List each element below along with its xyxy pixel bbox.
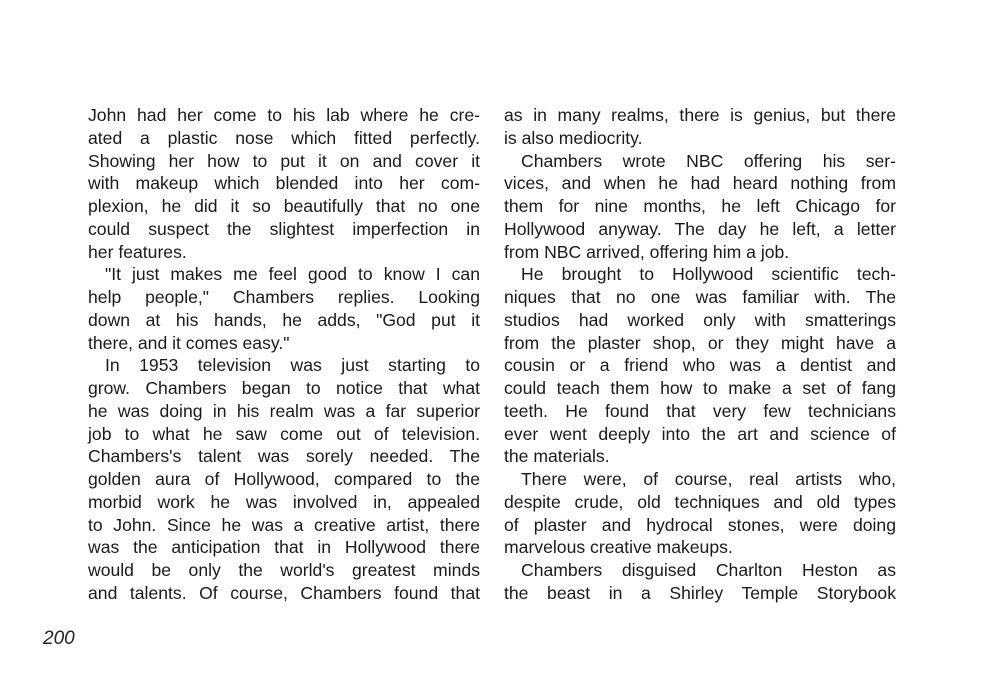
text-line: "It just makes me feel good to know I can: [105, 264, 480, 285]
text-line: as in many realms, there is genius, but there: [504, 105, 896, 125]
text-line: job to what he saw come out of television.: [88, 423, 480, 444]
text-line: of plaster and hydrocal stones, were doing: [504, 514, 896, 535]
text-line: He brought to Hollywood scientific tech-: [521, 264, 896, 285]
text-line: John had her come to his lab where he cre-: [88, 105, 480, 125]
text-line: Chambers's talent was sorely needed. The: [88, 446, 480, 467]
text-line: was the anticipation that in Hollywood there: [88, 537, 480, 558]
text-line: could suspect the slightest imperfection in: [88, 218, 480, 239]
text-line: Chambers disguised Charlton Heston as: [521, 560, 896, 580]
text-line: her features.: [88, 241, 187, 262]
text-line: ated a plastic nose which fitted perfectly.: [88, 127, 480, 148]
text-line: to John. Since he was a creative artist, there: [88, 514, 480, 535]
text-line: In 1953 television was just starting to: [105, 355, 480, 376]
text-line: grow. Chambers began to notice that what: [88, 378, 480, 398]
text-line: despite crude, old techniques and old types: [504, 491, 896, 512]
left-text-column: [88, 104, 480, 605]
text-line: marvelous creative makeups.: [504, 537, 733, 558]
text-line: them for nine months, he left Chicago for: [504, 196, 896, 216]
text-line: from NBC arrived, offering him a job.: [504, 241, 790, 262]
text-line: with makeup which blended into her com-: [88, 173, 480, 194]
text-line: teeth. He found that very few technicians: [504, 400, 896, 421]
text-line: plexion, he did it so beautifully that no one: [88, 196, 480, 216]
text-line: and talents. Of course, Chambers found that: [88, 582, 480, 603]
text-line: Hollywood anyway. The day he left, a letter: [504, 218, 896, 239]
text-line: morbid work he was involved in, appealed: [88, 491, 480, 512]
page-number: 200: [43, 628, 75, 649]
text-line: from the plaster shop, or they might have a: [504, 332, 896, 353]
text-line: is also mediocrity.: [504, 127, 643, 148]
text-line: the beast in a Shirley Temple Storybook: [504, 582, 896, 603]
text-line: would be only the world's greatest minds: [88, 560, 480, 580]
text-line: Chambers wrote NBC offering his ser-: [521, 150, 896, 171]
text-line: studios had worked only with smatterings: [504, 309, 896, 330]
text-line: the materials.: [504, 446, 610, 467]
text-line: there, and it comes easy.": [88, 332, 290, 353]
text-line: he was doing in his realm was a far superior: [88, 400, 480, 421]
text-line: vices, and when he had heard nothing from: [504, 173, 896, 194]
text-line: niques that no one was familiar with. The: [504, 287, 896, 307]
text-line: ever went deeply into the art and science of: [504, 423, 896, 444]
text-line: Showing her how to put it on and cover it: [88, 150, 480, 171]
text-line: could teach them how to make a set of fang: [504, 378, 896, 398]
text-line: cousin or a friend who was a dentist and: [504, 355, 896, 376]
text-line: down at his hands, he adds, "God put it: [88, 309, 480, 330]
right-text-column: [504, 104, 896, 605]
text-line: golden aura of Hollywood, compared to the: [88, 469, 480, 489]
text-line: help people," Chambers replies. Looking: [88, 287, 480, 307]
text-line: There were, of course, real artists who,: [521, 469, 896, 489]
